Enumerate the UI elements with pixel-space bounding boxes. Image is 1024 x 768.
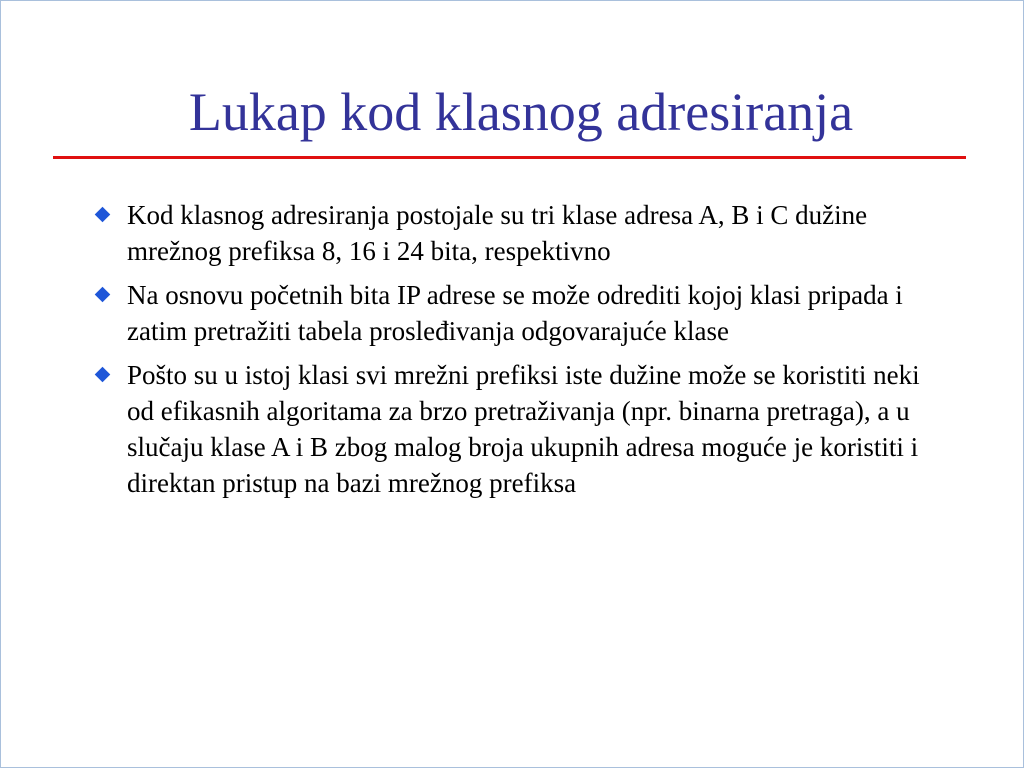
bullet-text: Pošto su u istoj klasi svi mrežni prefiksi iste dužine može se koristiti neki od efikasnih algoritama za brzo pretraživanja (npr. binarna pretraga), a u slučaju klase A i B zbog malog broja ukupnih adresa moguće je koristiti i direktan pristup na bazi mrežnog prefiksa	[127, 360, 920, 498]
bullet-list	[93, 197, 943, 509]
bullet-item	[93, 197, 943, 269]
bullet-text: Na osnovu početnih bita IP adrese se može odrediti kojoj klasi pripada i zatim pretražiti tabela prosleđivanja odgovarajuće klase	[127, 280, 903, 346]
title-underline-rule	[53, 156, 966, 159]
bullet-text: Kod klasnog adresiranja postojale su tri klase adresa A, B i C dužine mrežnog prefiksa 8, 16 i 24 bita, respektivno	[127, 200, 868, 266]
diamond-bullet-icon	[95, 367, 111, 383]
diamond-bullet-icon	[95, 287, 111, 303]
diamond-bullet-icon	[95, 207, 111, 223]
bullet-item	[93, 277, 943, 349]
slide-title: Lukap kod klasnog adresiranja	[188, 82, 854, 142]
bullet-item	[93, 357, 943, 501]
